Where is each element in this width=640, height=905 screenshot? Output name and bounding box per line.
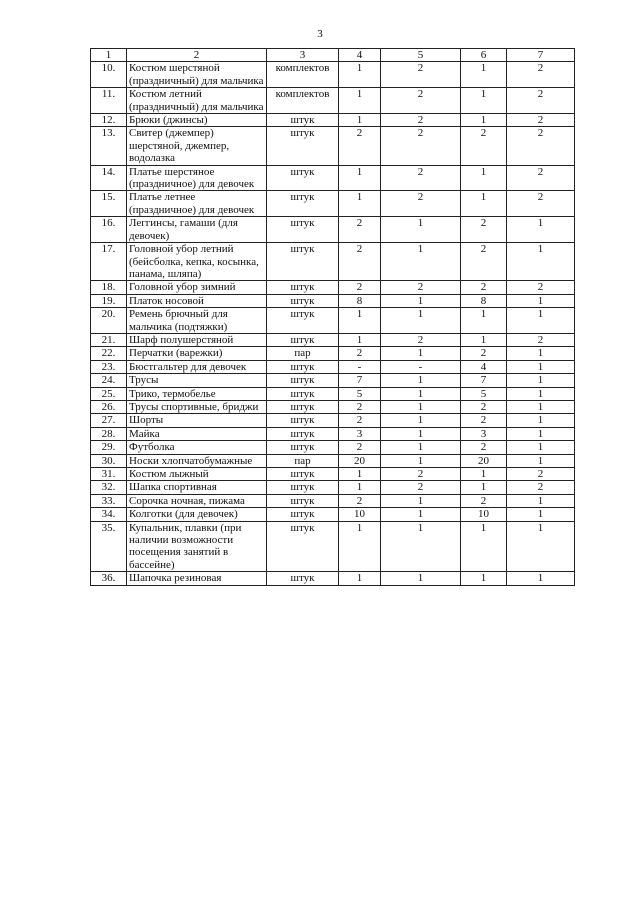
table-row <box>91 281 575 294</box>
col-7-value: 2 <box>507 281 575 294</box>
unit-of-measure: штук <box>267 508 339 521</box>
item-name: Шорты <box>127 414 267 427</box>
unit-of-measure: штук <box>267 243 339 281</box>
row-number: 21. <box>91 333 127 346</box>
header-row <box>91 49 575 62</box>
item-name: Шарф полушерстяной <box>127 333 267 346</box>
col-7-value: 1 <box>507 243 575 281</box>
row-number: 28. <box>91 427 127 440</box>
table-row <box>91 427 575 440</box>
row-number: 35. <box>91 521 127 572</box>
item-name: Купальник, плавки (при наличии возможности посещения занятий в бассейне) <box>127 521 267 572</box>
col-5-value: 2 <box>381 88 461 114</box>
header-cell-1: 1 <box>91 49 127 62</box>
col-4-value: 5 <box>339 387 381 400</box>
unit-of-measure: штук <box>267 360 339 373</box>
item-name: Шапочка резиновая <box>127 572 267 585</box>
item-name: Трусы <box>127 374 267 387</box>
col-6-value: 5 <box>461 387 507 400</box>
table-row <box>91 481 575 494</box>
col-5-value: 1 <box>381 217 461 243</box>
unit-of-measure: штук <box>267 400 339 413</box>
row-number: 12. <box>91 114 127 127</box>
col-4-value: 1 <box>339 88 381 114</box>
item-name: Костюм летний (праздничный) для мальчика <box>127 88 267 114</box>
col-4-value: 2 <box>339 217 381 243</box>
col-4-value: 7 <box>339 374 381 387</box>
row-number: 30. <box>91 454 127 467</box>
col-5-value: 2 <box>381 165 461 191</box>
table-row <box>91 414 575 427</box>
row-number: 19. <box>91 294 127 307</box>
unit-of-measure: штук <box>267 374 339 387</box>
col-7-value: 1 <box>507 374 575 387</box>
unit-of-measure: штук <box>267 441 339 454</box>
col-5-value: 1 <box>381 243 461 281</box>
col-7-value: 2 <box>507 468 575 481</box>
col-7-value: 1 <box>507 308 575 334</box>
col-6-value: 20 <box>461 454 507 467</box>
col-6-value: 1 <box>461 88 507 114</box>
row-number: 27. <box>91 414 127 427</box>
col-6-value: 2 <box>461 414 507 427</box>
table-row <box>91 62 575 88</box>
col-4-value: 1 <box>339 165 381 191</box>
col-6-value: 10 <box>461 508 507 521</box>
col-4-value: 1 <box>339 468 381 481</box>
unit-of-measure: штук <box>267 281 339 294</box>
item-name: Головной убор зимний <box>127 281 267 294</box>
header-cell-2: 2 <box>127 49 267 62</box>
col-6-value: 8 <box>461 294 507 307</box>
item-name: Колготки (для девочек) <box>127 508 267 521</box>
col-4-value: 2 <box>339 243 381 281</box>
col-4-value: 8 <box>339 294 381 307</box>
col-5-value: 1 <box>381 414 461 427</box>
item-name: Платок носовой <box>127 294 267 307</box>
col-6-value: 1 <box>461 572 507 585</box>
col-4-value: 2 <box>339 281 381 294</box>
row-number: 33. <box>91 494 127 507</box>
col-4-value: - <box>339 360 381 373</box>
row-number: 15. <box>91 191 127 217</box>
row-number: 22. <box>91 347 127 360</box>
col-5-value: 1 <box>381 508 461 521</box>
table-row <box>91 217 575 243</box>
col-7-value: 2 <box>507 114 575 127</box>
col-5-value: 1 <box>381 387 461 400</box>
col-7-value: 2 <box>507 165 575 191</box>
item-name: Футболка <box>127 441 267 454</box>
unit-of-measure: штук <box>267 333 339 346</box>
table-row <box>91 494 575 507</box>
col-7-value: 2 <box>507 333 575 346</box>
col-5-value: 2 <box>381 281 461 294</box>
col-7-value: 1 <box>507 347 575 360</box>
unit-of-measure: комплектов <box>267 88 339 114</box>
col-4-value: 2 <box>339 347 381 360</box>
header-cell-4: 4 <box>339 49 381 62</box>
col-7-value: 1 <box>507 400 575 413</box>
col-5-value: 1 <box>381 308 461 334</box>
unit-of-measure: штук <box>267 294 339 307</box>
item-name: Сорочка ночная, пижама <box>127 494 267 507</box>
item-name: Майка <box>127 427 267 440</box>
table-row <box>91 374 575 387</box>
table-row <box>91 191 575 217</box>
col-7-value: 1 <box>507 441 575 454</box>
col-6-value: 1 <box>461 308 507 334</box>
col-5-value: 1 <box>381 454 461 467</box>
col-5-value: 2 <box>381 127 461 165</box>
unit-of-measure: штук <box>267 387 339 400</box>
item-name: Трико, термобелье <box>127 387 267 400</box>
row-number: 29. <box>91 441 127 454</box>
col-6-value: 1 <box>461 333 507 346</box>
row-number: 13. <box>91 127 127 165</box>
col-7-value: 2 <box>507 191 575 217</box>
item-name: Носки хлопчатобумажные <box>127 454 267 467</box>
unit-of-measure: штук <box>267 572 339 585</box>
col-6-value: 2 <box>461 494 507 507</box>
row-number: 16. <box>91 217 127 243</box>
col-5-value: - <box>381 360 461 373</box>
unit-of-measure: штук <box>267 165 339 191</box>
row-number: 14. <box>91 165 127 191</box>
header-cell-6: 6 <box>461 49 507 62</box>
col-4-value: 20 <box>339 454 381 467</box>
col-5-value: 1 <box>381 427 461 440</box>
item-name: Ремень брючный для мальчика (подтяжки) <box>127 308 267 334</box>
page-number: 3 <box>317 28 323 40</box>
col-4-value: 2 <box>339 494 381 507</box>
col-6-value: 2 <box>461 441 507 454</box>
col-6-value: 1 <box>461 521 507 572</box>
col-4-value: 1 <box>339 333 381 346</box>
unit-of-measure: штук <box>267 114 339 127</box>
col-5-value: 2 <box>381 333 461 346</box>
col-6-value: 2 <box>461 217 507 243</box>
col-6-value: 1 <box>461 114 507 127</box>
item-name: Головной убор летний (бейсболка, кепка, косынка, панама, шляпа) <box>127 243 267 281</box>
row-number: 18. <box>91 281 127 294</box>
table-row <box>91 468 575 481</box>
col-7-value: 1 <box>507 294 575 307</box>
col-4-value: 1 <box>339 521 381 572</box>
header-cell-3: 3 <box>267 49 339 62</box>
col-5-value: 2 <box>381 468 461 481</box>
item-name: Бюстгальтер для девочек <box>127 360 267 373</box>
row-number: 20. <box>91 308 127 334</box>
row-number: 31. <box>91 468 127 481</box>
col-7-value: 1 <box>507 508 575 521</box>
clothing-norms-table <box>90 48 575 586</box>
table-row <box>91 88 575 114</box>
unit-of-measure: штук <box>267 127 339 165</box>
header-cell-5: 5 <box>381 49 461 62</box>
col-6-value: 1 <box>461 191 507 217</box>
item-name: Перчатки (варежки) <box>127 347 267 360</box>
col-5-value: 1 <box>381 374 461 387</box>
col-6-value: 2 <box>461 127 507 165</box>
col-5-value: 1 <box>381 572 461 585</box>
col-5-value: 1 <box>381 347 461 360</box>
unit-of-measure: штук <box>267 468 339 481</box>
col-6-value: 1 <box>461 468 507 481</box>
col-5-value: 1 <box>381 494 461 507</box>
col-4-value: 2 <box>339 400 381 413</box>
item-name: Костюм шерстяной (праздничный) для мальчика <box>127 62 267 88</box>
row-number: 25. <box>91 387 127 400</box>
col-6-value: 3 <box>461 427 507 440</box>
unit-of-measure: штук <box>267 414 339 427</box>
table-body <box>91 62 575 585</box>
row-number: 36. <box>91 572 127 585</box>
table-row <box>91 294 575 307</box>
unit-of-measure: штук <box>267 308 339 334</box>
col-5-value: 1 <box>381 400 461 413</box>
col-5-value: 2 <box>381 481 461 494</box>
col-7-value: 2 <box>507 62 575 88</box>
item-name: Трусы спортивные, бриджи <box>127 400 267 413</box>
unit-of-measure: штук <box>267 427 339 440</box>
col-6-value: 2 <box>461 281 507 294</box>
col-4-value: 3 <box>339 427 381 440</box>
col-6-value: 4 <box>461 360 507 373</box>
col-4-value: 1 <box>339 481 381 494</box>
col-7-value: 1 <box>507 572 575 585</box>
col-5-value: 1 <box>381 521 461 572</box>
table-header <box>91 49 575 62</box>
table-row <box>91 454 575 467</box>
col-5-value: 2 <box>381 114 461 127</box>
table-row <box>91 333 575 346</box>
table-row <box>91 572 575 585</box>
unit-of-measure: штук <box>267 494 339 507</box>
col-5-value: 1 <box>381 294 461 307</box>
unit-of-measure: комплектов <box>267 62 339 88</box>
table-row <box>91 127 575 165</box>
row-number: 24. <box>91 374 127 387</box>
col-6-value: 2 <box>461 347 507 360</box>
header-cell-7: 7 <box>507 49 575 62</box>
col-5-value: 2 <box>381 191 461 217</box>
col-4-value: 2 <box>339 127 381 165</box>
table-row <box>91 114 575 127</box>
col-6-value: 7 <box>461 374 507 387</box>
col-7-value: 1 <box>507 454 575 467</box>
unit-of-measure: пар <box>267 454 339 467</box>
col-7-value: 1 <box>507 387 575 400</box>
col-4-value: 1 <box>339 62 381 88</box>
row-number: 10. <box>91 62 127 88</box>
unit-of-measure: штук <box>267 191 339 217</box>
col-7-value: 1 <box>507 360 575 373</box>
table-row <box>91 347 575 360</box>
col-7-value: 2 <box>507 127 575 165</box>
col-6-value: 1 <box>461 62 507 88</box>
item-name: Костюм лыжный <box>127 468 267 481</box>
unit-of-measure: штук <box>267 521 339 572</box>
table-row <box>91 400 575 413</box>
col-4-value: 1 <box>339 308 381 334</box>
item-name: Шапка спортивная <box>127 481 267 494</box>
row-number: 26. <box>91 400 127 413</box>
col-6-value: 1 <box>461 481 507 494</box>
item-name: Платье летнее (праздничное) для девочек <box>127 191 267 217</box>
col-7-value: 2 <box>507 88 575 114</box>
unit-of-measure: штук <box>267 217 339 243</box>
col-6-value: 2 <box>461 243 507 281</box>
item-name: Платье шерстяное (праздничное) для девочек <box>127 165 267 191</box>
table-row <box>91 508 575 521</box>
col-5-value: 2 <box>381 62 461 88</box>
row-number: 11. <box>91 88 127 114</box>
col-7-value: 1 <box>507 427 575 440</box>
col-6-value: 1 <box>461 165 507 191</box>
item-name: Леггинсы, гамаши (для девочек) <box>127 217 267 243</box>
col-4-value: 1 <box>339 114 381 127</box>
col-6-value: 2 <box>461 400 507 413</box>
col-4-value: 2 <box>339 414 381 427</box>
unit-of-measure: штук <box>267 481 339 494</box>
row-number: 32. <box>91 481 127 494</box>
col-4-value: 1 <box>339 191 381 217</box>
table-row <box>91 243 575 281</box>
col-4-value: 10 <box>339 508 381 521</box>
table-row <box>91 441 575 454</box>
row-number: 17. <box>91 243 127 281</box>
row-number: 23. <box>91 360 127 373</box>
col-7-value: 1 <box>507 414 575 427</box>
item-name: Брюки (джинсы) <box>127 114 267 127</box>
col-5-value: 1 <box>381 441 461 454</box>
col-7-value: 1 <box>507 521 575 572</box>
col-4-value: 2 <box>339 441 381 454</box>
table-row <box>91 521 575 572</box>
col-7-value: 1 <box>507 494 575 507</box>
row-number: 34. <box>91 508 127 521</box>
table-row <box>91 165 575 191</box>
item-name: Свитер (джемпер) шерстяной, джемпер, водолазка <box>127 127 267 165</box>
table-row <box>91 308 575 334</box>
col-7-value: 2 <box>507 481 575 494</box>
unit-of-measure: пар <box>267 347 339 360</box>
col-4-value: 1 <box>339 572 381 585</box>
table-row <box>91 360 575 373</box>
col-7-value: 1 <box>507 217 575 243</box>
table-row <box>91 387 575 400</box>
